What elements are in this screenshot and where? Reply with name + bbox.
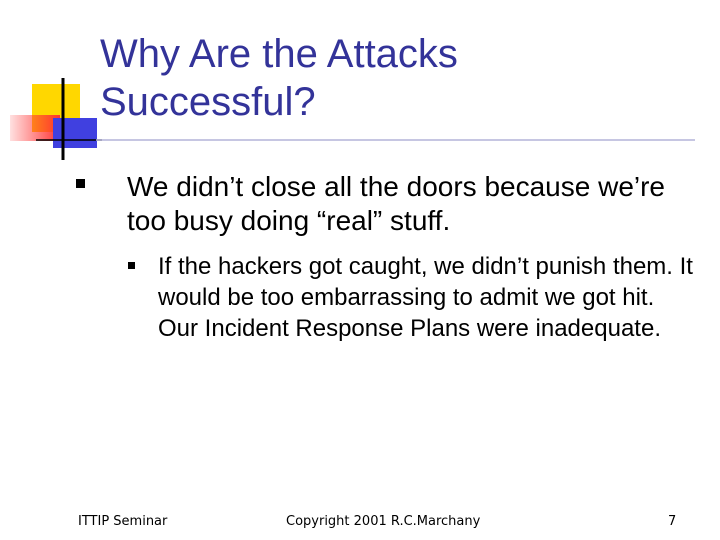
square-bullet-icon: [128, 262, 135, 269]
yellow-accent-square: [32, 84, 80, 132]
bullet-text: We didn’t close all the doors because we’re too busy doing “real” stuff.: [127, 171, 666, 236]
slide-title: Why Are the Attacks Successful?: [100, 32, 458, 124]
square-bullet-icon: [76, 179, 85, 188]
red-accent-bar: [10, 115, 60, 141]
sub-bullet-text: If the hackers got caught, we didn’t punish them. It would be too embarrassing to admit we got hit. Our Incident Response Plans were inadequate.: [158, 253, 693, 342]
slide-number: 7: [668, 514, 677, 529]
footer-seminar-name: ITTIP Seminar: [78, 514, 168, 529]
blue-accent-square: [53, 118, 97, 148]
footer-copyright: Copyright 2001 R.C.Marchany: [286, 514, 481, 529]
